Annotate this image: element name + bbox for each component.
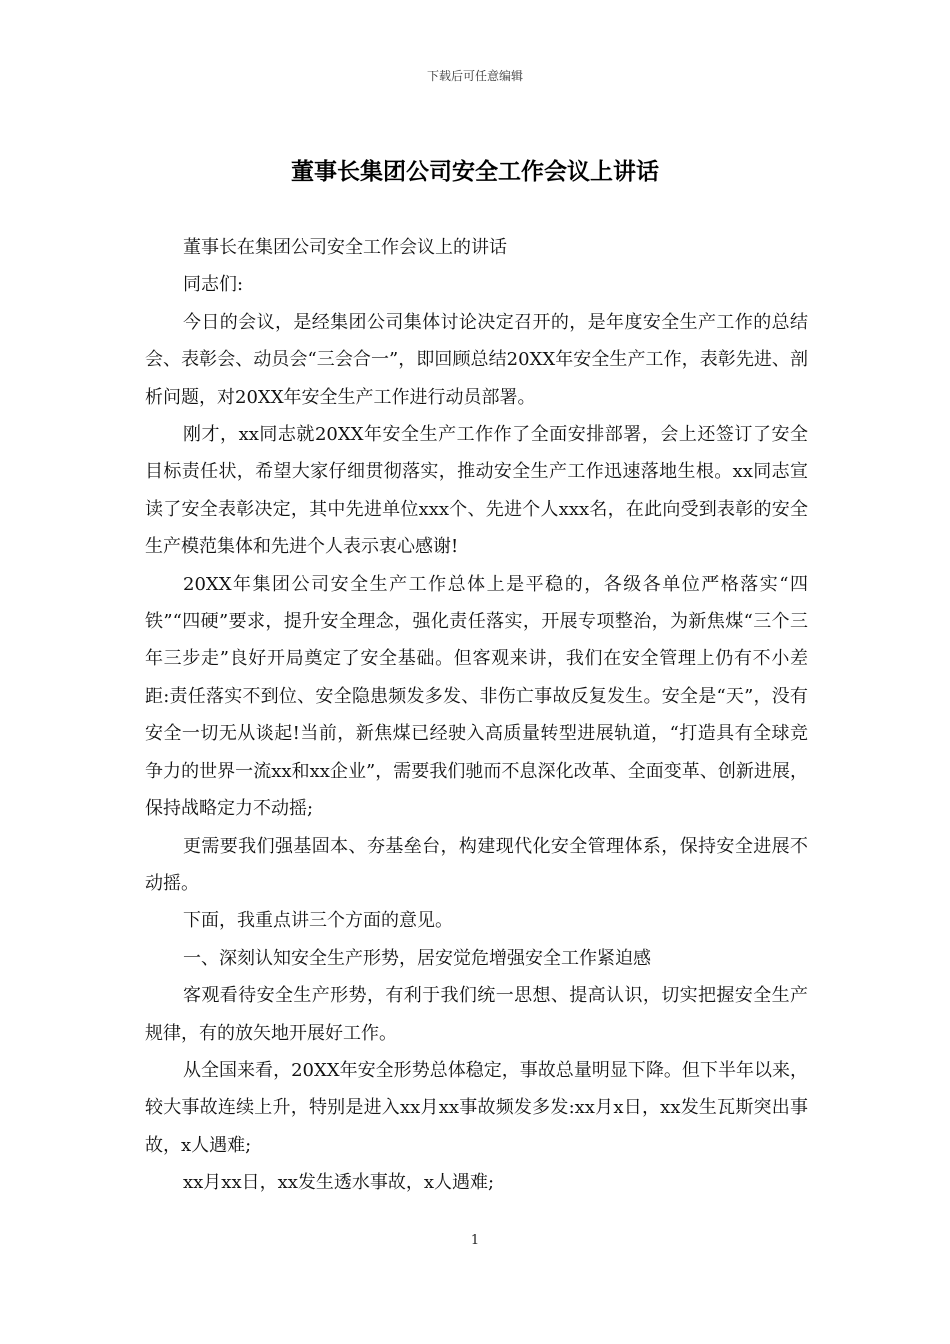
paragraph: 下面，我重点讲三个方面的意见。	[183, 910, 453, 932]
speech-heading: 董事长在集团公司安全工作会议上的讲话	[183, 237, 507, 258]
page-number: 1	[470, 1233, 480, 1248]
section-heading: 一、深刻认知安全生产形势，居安觉危增强安全工作紧迫感	[183, 947, 651, 969]
salutation: 同志们:	[183, 274, 244, 296]
header-note: 下载后可任意编辑	[426, 69, 523, 83]
document-title: 董事长集团公司安全工作会议上讲话	[291, 158, 659, 185]
paragraph: 今日的会议，是经集团公司集体讨论决定召开的，是年度安全生产工作的总结会、表彰会、动员会“三会合一”，即回顾总结20XX年安全生产工作，表彰先进、剖析问题，对20XX年安全生产工作进行动员部署。	[145, 311, 808, 408]
paragraph: 客观看待安全生产形势，有利于我们统一思想、提高认识，切实把握安全生产规律，有的放矢地开展好工作。	[145, 985, 808, 1044]
paragraph: 更需要我们强基固本、夯基垒台，构建现代化安全管理体系，保持安全进展不动摇。	[145, 835, 808, 894]
paragraph: xx月xx日，xx发生透水事故，x人遇难;	[183, 1172, 495, 1194]
paragraph: 刚才，xx同志就20XX年安全生产工作作了全面安排部署，会上还签订了安全目标责任状，希望大家仔细贯彻落实，推动安全生产工作迅速落地生根。xx同志宣读了安全表彰决定，其中先进单位xxx个、先进个人xxx名，在此向受到表彰的安全生产模范集体和先进个人表示衷心感谢!	[145, 424, 808, 558]
paragraph: 从全国来看，20XX年安全形势总体稳定，事故总量明显下降。但下半年以来，较大事故连续上升，特别是进入xx月xx事故频发多发:xx月x日，xx发生瓦斯突出事故，x人遇难;	[145, 1059, 808, 1156]
paragraph: 20XX年集团公司安全生产工作总体上是平稳的，各级各单位严格落实“四铁”“四硬”要求，提升安全理念，强化责任落实，开展专项整治，为新焦煤“三个三年三步走”良好开局奠定了安全基础。但客观来讲，我们在安全管理上仍有不小差距:责任落实不到位、安全隐患频发多发、非伤亡事故反复发生。安全是“天”，没有安全一切无从谈起!当前，新焦煤已经驶入高质量转型进展轨道，“打造具有全球竞争力的世界一流xx和xx企业”，需要我们驰而不息深化改革、全面变革、创新进展，保持战略定力不动摇;	[145, 573, 808, 820]
document-body	[145, 229, 808, 1202]
